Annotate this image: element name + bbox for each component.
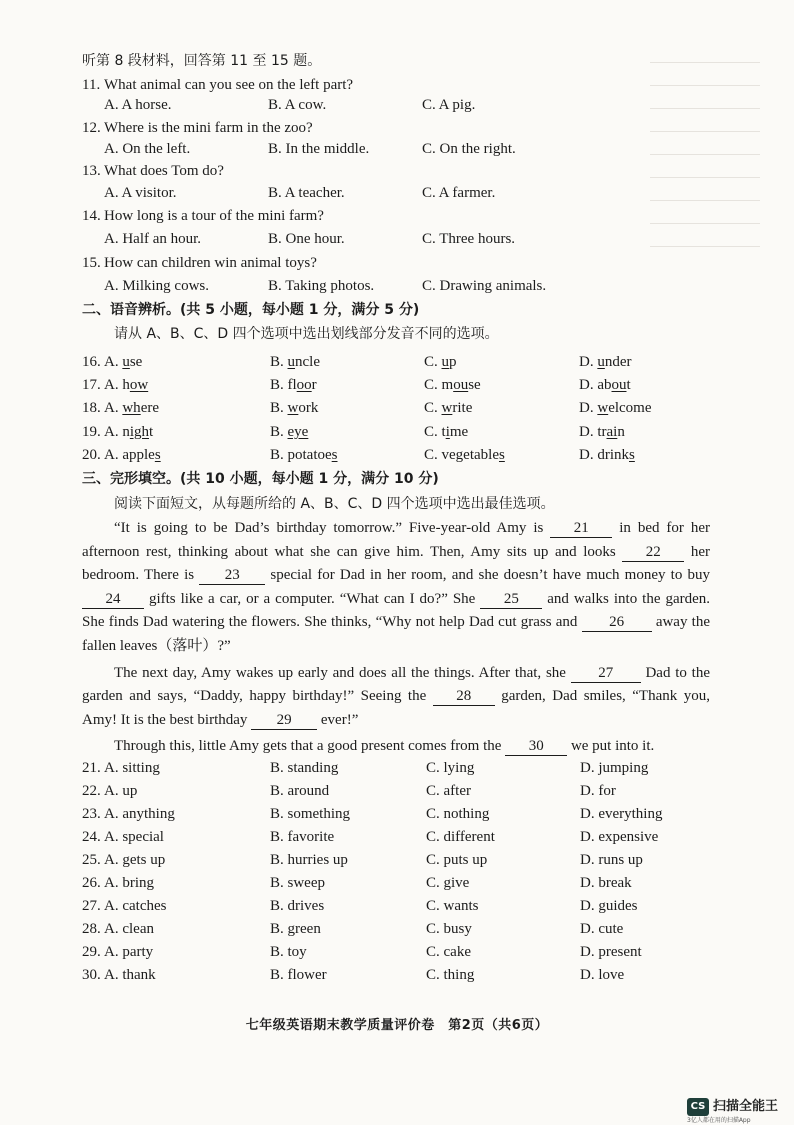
option-c[interactable]: C. give — [426, 875, 470, 891]
cloze-options-30: 30. A. thank B. flower C. thing D. love — [0, 964, 794, 986]
blank-29[interactable]: 29 — [251, 712, 317, 730]
option-b[interactable]: B. hurries up — [270, 852, 348, 868]
option-d[interactable]: D. train — [579, 424, 625, 440]
option-c[interactable]: C. A pig. — [422, 97, 476, 113]
option-a[interactable]: A. On the left. — [104, 141, 191, 157]
option-c[interactable]: C. write — [424, 400, 473, 416]
option-a[interactable]: A. sitting — [104, 760, 160, 776]
option-b[interactable]: B. around — [270, 783, 330, 799]
question-11-options — [0, 94, 794, 116]
option-d[interactable]: D. jumping — [580, 760, 649, 776]
option-d[interactable]: D. cute — [580, 921, 624, 937]
option-a[interactable]: A. Milking cows. — [104, 278, 209, 294]
passage-paragraph-2: The next day, Amy wakes up early and does all the things. After that, she 27 Dad to the garden and says, “Daddy, happy birthday!” Seeing the 28 garden, Dad smiles, “Thank you, Amy! It is the best birthday 29 ever!” — [82, 664, 710, 728]
option-a[interactable]: A. special — [104, 829, 164, 845]
option-d[interactable]: D. love — [580, 967, 625, 983]
option-c[interactable]: C. Three hours. — [422, 231, 516, 247]
listening-instruction: 听第 8 段材料，回答第 11 至 15 题。 — [82, 53, 322, 69]
option-a[interactable]: A. up — [104, 783, 138, 799]
blank-30[interactable]: 30 — [505, 738, 567, 756]
cloze-options-27: 27. A. catches B. drives C. wants D. guides — [0, 895, 794, 917]
option-d[interactable]: D. present — [580, 944, 642, 960]
cloze-options-25: 25. A. gets up B. hurries up C. puts up D. runs up — [0, 849, 794, 871]
cloze-heading: 三、完形填空。(共 10 小题，每小题 1 分，满分 10 分) — [82, 471, 439, 487]
option-c[interactable]: C. nothing — [426, 806, 490, 822]
question-13-stem: 13. What does Tom do? — [82, 163, 224, 179]
blank-23[interactable]: 23 — [199, 567, 265, 585]
option-c[interactable]: C. time — [424, 424, 469, 440]
cloze-options-23: 23. A. anything B. something C. nothing D. everything — [0, 803, 794, 825]
blank-26[interactable]: 26 — [582, 614, 652, 632]
option-a[interactable]: A. A visitor. — [104, 185, 177, 201]
option-c[interactable]: C. A farmer. — [422, 185, 496, 201]
option-b[interactable]: B. standing — [270, 760, 339, 776]
blank-24[interactable]: 24 — [82, 591, 144, 609]
option-c[interactable]: C. different — [426, 829, 495, 845]
question-15-options — [0, 275, 794, 297]
option-a[interactable]: A. use — [104, 354, 143, 370]
option-b[interactable]: B. flower — [270, 967, 327, 983]
option-b[interactable]: B. work — [270, 400, 319, 416]
option-c[interactable]: C. after — [426, 783, 471, 799]
option-a[interactable]: A. night — [104, 424, 154, 440]
option-b[interactable]: B. sweep — [270, 875, 325, 891]
scanner-watermark — [687, 1098, 787, 1122]
option-a[interactable]: A. gets up — [104, 852, 166, 868]
option-b[interactable]: B. favorite — [270, 829, 335, 845]
blank-21[interactable]: 21 — [550, 520, 612, 538]
blank-27[interactable]: 27 — [571, 665, 641, 683]
question-15-stem: 15. How can children win animal toys? — [82, 255, 317, 271]
question-17: 17. A. how B. floor C. mouse D. about — [0, 374, 794, 396]
option-a[interactable]: A. anything — [104, 806, 175, 822]
option-d[interactable]: D. runs up — [580, 852, 643, 868]
option-b[interactable]: B. floor — [270, 377, 317, 393]
watermark-name: 扫描全能王 — [713, 1099, 779, 1114]
option-b[interactable]: B. toy — [270, 944, 307, 960]
option-d[interactable]: D. break — [580, 875, 632, 891]
cloze-instruction: 阅读下面短文，从每题所给的 A、B、C、D 四个选项中选出最佳选项。 — [114, 496, 555, 512]
option-c[interactable]: C. busy — [426, 921, 472, 937]
option-a[interactable]: A. bring — [104, 875, 154, 891]
cloze-options-22: 22. A. up B. around C. after D. for — [0, 780, 794, 802]
option-b[interactable]: B. something — [270, 806, 351, 822]
option-d[interactable]: D. expensive — [580, 829, 659, 845]
cloze-passage — [82, 517, 710, 759]
question-20: 20. A. apples B. potatoes C. vegetables D. drinks — [0, 444, 794, 466]
option-a[interactable]: A. A horse. — [104, 97, 172, 113]
question-11-stem: 11. What animal can you see on the left part? — [82, 77, 354, 93]
cloze-options-21: 21. A. sitting B. standing C. lying D. jumping — [0, 757, 794, 779]
question-19: 19. A. night B. eye C. time D. train — [0, 421, 794, 443]
option-a[interactable]: A. how — [104, 377, 149, 393]
blank-28[interactable]: 28 — [433, 688, 495, 706]
option-b[interactable]: B. One hour. — [268, 231, 345, 247]
option-d[interactable]: D. drinks — [579, 447, 635, 463]
option-b[interactable]: B. A teacher. — [268, 185, 345, 201]
option-a[interactable]: A. apples — [104, 447, 161, 463]
blank-25[interactable]: 25 — [480, 591, 542, 609]
option-b[interactable]: B. potatoes — [270, 447, 338, 463]
question-12-options — [0, 138, 794, 160]
option-a[interactable]: A. thank — [104, 967, 156, 983]
option-b[interactable]: B. In the middle. — [268, 141, 370, 157]
option-a[interactable]: A. catches — [104, 898, 167, 914]
watermark-tagline: 3亿人都在用的扫描App — [687, 1117, 751, 1124]
option-b[interactable]: B. Taking photos. — [268, 278, 375, 294]
cloze-options-24: 24. A. special B. favorite C. different D. expensive — [0, 826, 794, 848]
option-d[interactable]: D. everything — [580, 806, 663, 822]
option-c[interactable]: C. wants — [426, 898, 479, 914]
option-a[interactable]: A. where — [104, 400, 159, 416]
option-c[interactable]: C. up — [424, 354, 457, 370]
passage-paragraph-3: Through this, little Amy gets that a good present comes from the 30 we put into it. — [114, 738, 655, 755]
cloze-options-29: 29. A. party B. toy C. cake D. present — [0, 941, 794, 963]
option-c[interactable]: C. puts up — [426, 852, 488, 868]
option-c[interactable]: C. On the right. — [422, 141, 516, 157]
option-c[interactable]: C. thing — [426, 967, 475, 983]
cloze-options-28: 28. A. clean B. green C. busy D. cute — [0, 918, 794, 940]
page-footer: 七年级英语期末教学质量评价卷 第2页（共6页） — [245, 1018, 549, 1033]
option-c[interactable]: C. lying — [426, 760, 475, 776]
option-b[interactable]: B. drives — [270, 898, 325, 914]
camscanner-logo-icon: CS — [687, 1098, 709, 1116]
question-14-stem: 14. How long is a tour of the mini farm? — [82, 208, 324, 224]
phonetics-heading: 二、语音辨析。(共 5 小题，每小题 1 分，满分 5 分) — [82, 302, 420, 318]
question-18: 18. A. where B. work C. write D. welcome — [0, 397, 794, 419]
option-a[interactable]: A. Half an hour. — [104, 231, 202, 247]
passage-paragraph-1: “It is going to be Dad’s birthday tomorrow.” Five-year-old Amy is 21 in bed for her afternoon rest, thinking about what she can give him. Then, Amy sits up and looks 22 her bedroom. There is 23 special for Dad in her room, and she doesn’t have much money to buy 24 gifts like a car, or a computer. “What can I do?” She 25 and walks into the garden. She finds Dad watering the flowers. She thinks, “Why not help Dad cut grass and 26 away the fallen leaves（落叶）?” — [82, 520, 711, 654]
option-d[interactable]: D. welcome — [579, 400, 652, 416]
option-c[interactable]: C. vegetables — [424, 447, 505, 463]
option-c[interactable]: C. mouse — [424, 377, 481, 393]
option-d[interactable]: D. about — [579, 377, 631, 393]
option-b[interactable]: B. A cow. — [268, 97, 327, 113]
option-b[interactable]: B. eye — [270, 424, 309, 440]
cloze-options-26: 26. A. bring B. sweep C. give D. break — [0, 872, 794, 894]
option-d[interactable]: D. for — [580, 783, 616, 799]
question-13-options — [0, 182, 794, 204]
option-a[interactable]: A. clean — [104, 921, 154, 937]
option-a[interactable]: A. party — [104, 944, 154, 960]
option-b[interactable]: B. uncle — [270, 354, 320, 370]
question-12-stem: 12. Where is the mini farm in the zoo? — [82, 120, 313, 136]
phonetics-instruction: 请从 A、B、C、D 四个选项中选出划线部分发音不同的选项。 — [114, 326, 499, 342]
option-d[interactable]: D. guides — [580, 898, 638, 914]
option-c[interactable]: C. Drawing animals. — [422, 278, 547, 294]
option-c[interactable]: C. cake — [426, 944, 471, 960]
question-16: 16. A. use B. uncle C. up D. under — [0, 351, 794, 373]
option-b[interactable]: B. green — [270, 921, 321, 937]
blank-22[interactable]: 22 — [622, 544, 684, 562]
question-14-options — [0, 228, 794, 250]
option-d[interactable]: D. under — [579, 354, 632, 370]
